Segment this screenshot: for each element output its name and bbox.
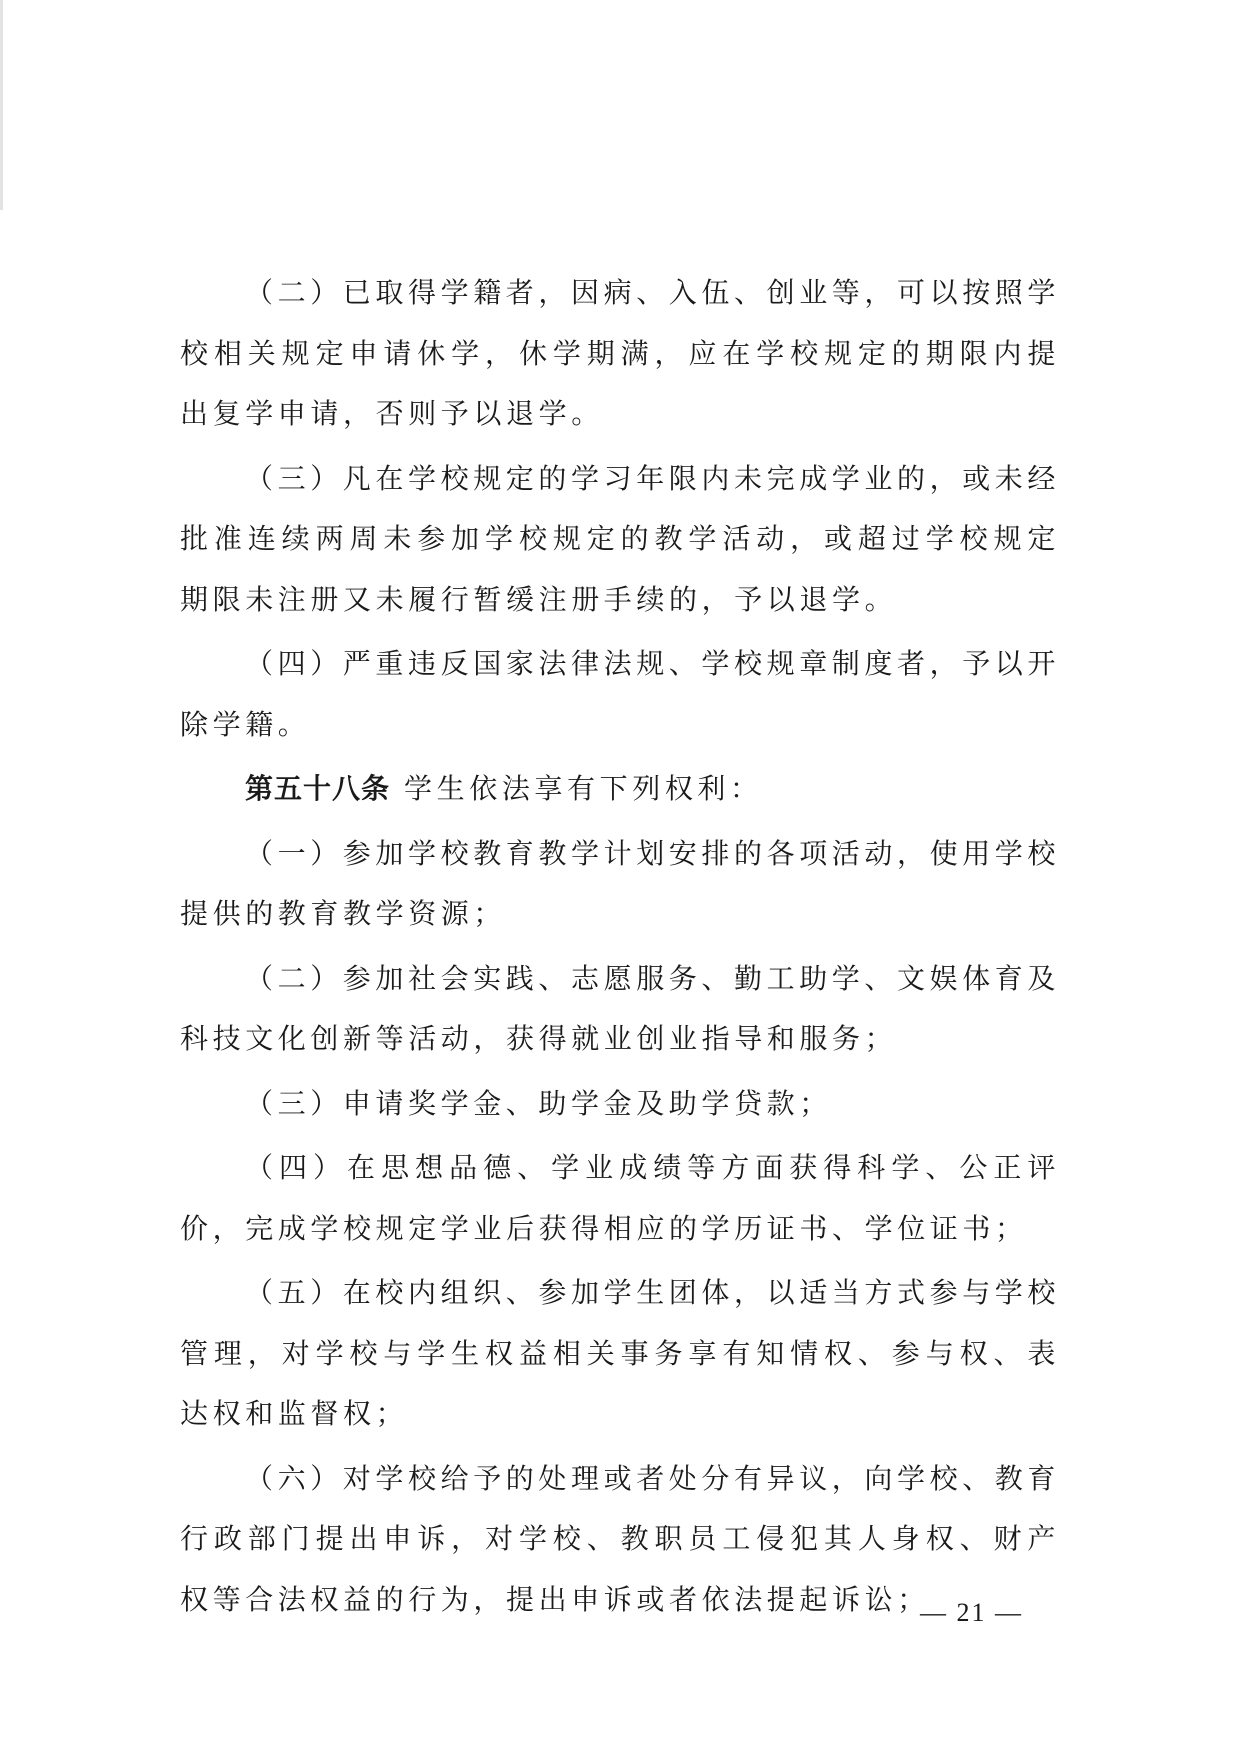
article-text: 学生依法享有下列权利： xyxy=(404,772,763,805)
page-number: — 21 — xyxy=(920,1598,1023,1627)
paragraph-expulsion: （四）严重违反国家法律法规、学校规章制度者，予以开除学籍。 xyxy=(180,647,1061,741)
article-58 xyxy=(180,759,1060,820)
paragraph-dropout-suspension: （二）已取得学籍者，因病、入伍、创业等，可以按照学校相关规定申请休学，休学期满，应在学校规定的期限内提出复学申请，否则予以退学。 xyxy=(180,276,1061,430)
right-item-6: （六）对学校给予的处理或者处分有异议，向学校、教育行政部门提出申诉，对学校、教职员工侵犯其人身权、财产权等合法权益的行为，提出申诉或者依法提起诉讼； xyxy=(180,1461,1061,1616)
right-item-2: （二）参加社会实践、志愿服务、勤工助学、文娱体育及科技文化创新等活动，获得就业创业指导和服务； xyxy=(180,961,1061,1055)
right-item-4: （四）在思想品德、学业成绩等方面获得科学、公正评价，完成学校规定学业后获得相应的学历证书、学位证书； xyxy=(180,1151,1060,1245)
right-item-1: （一）参加学校教育教学计划安排的各项活动，使用学校提供的教育教学资源； xyxy=(180,836,1061,930)
right-item-5: （五）在校内组织、参加学生团体，以适当方式参与学校管理，对学校与学生权益相关事务享有知情权、参与权、表达权和监督权； xyxy=(180,1276,1061,1430)
scan-edge-line xyxy=(0,0,3,210)
document-body xyxy=(180,263,1060,1634)
paragraph-dropout-unfinished: （三）凡在学校规定的学习年限内未完成学业的，或未经批准连续两周未参加学校规定的教学活动，或超过学校规定期限未注册又未履行暂缓注册手续的，予以退学。 xyxy=(180,461,1061,616)
right-item-3: （三）申请奖学金、助学金及助学贷款； xyxy=(245,1086,832,1120)
article-heading: 第五十八条 xyxy=(245,772,391,805)
